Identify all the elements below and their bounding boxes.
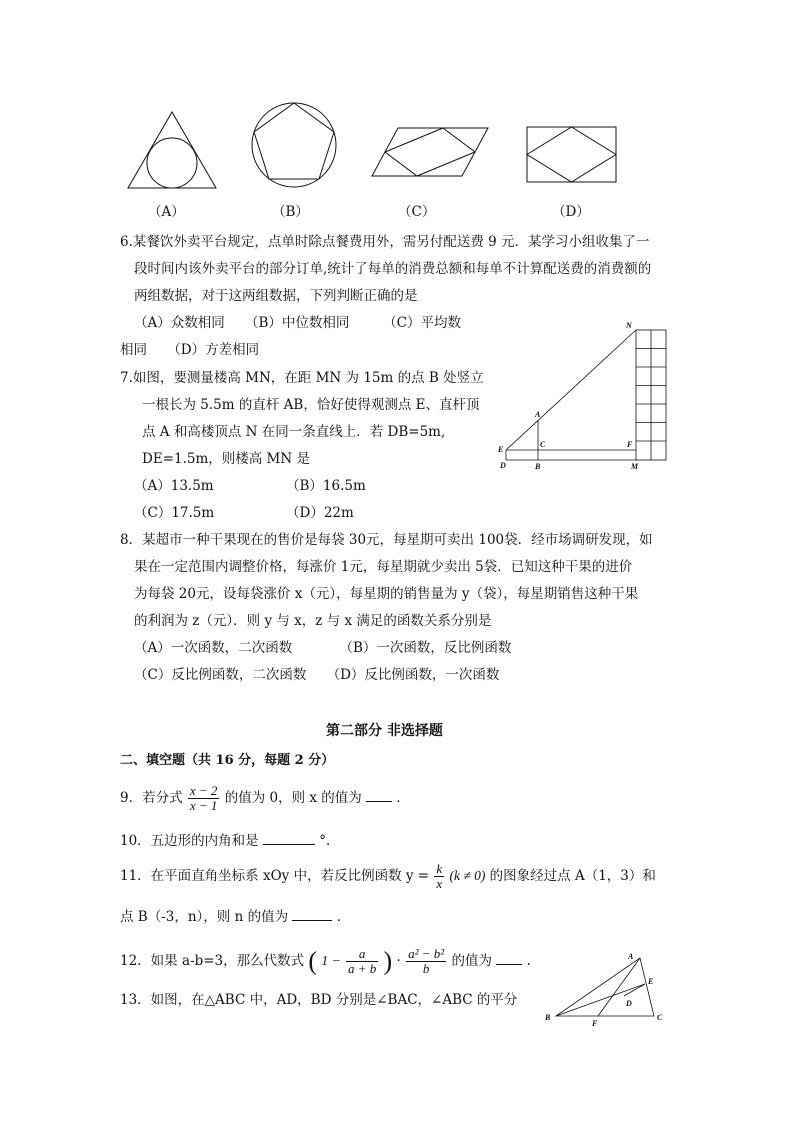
figure-label-a: （A） [148, 204, 185, 220]
figure-label-d: （D） [552, 204, 590, 220]
q7-fig-label-m: M [631, 462, 639, 471]
q7-option-b: （B）16.5m [286, 478, 366, 494]
q12-fraction-2 [406, 947, 446, 976]
q9-denominator: x − 1 [189, 798, 218, 813]
q13-fig-label-b: B [545, 1013, 551, 1022]
q7-fig-label-c: C [540, 440, 546, 449]
q7-option-d: （D）22m [286, 505, 354, 521]
q6-line-2: 段时间内该外卖平台的部分订单,统计了每单的消费总额和每单不计算配送费的消费额的 [134, 261, 652, 277]
figure-label-c: （C） [398, 204, 436, 220]
q8-line-2: 果在一定范围内调整价格，每涨价 1元，每星期就少卖出 5袋．已知这种干果的进价 [134, 559, 633, 575]
q11-suffix: 的图象经过点 A（1，3）和 [489, 868, 656, 884]
q11-numerator: k [436, 861, 443, 876]
q9-numerator: x − 2 [189, 783, 218, 798]
q10-prefix: 10．五边形的内角和是 [120, 833, 259, 849]
q11-condition: (k ≠ 0) [449, 868, 486, 883]
q12-left-paren: ( [308, 946, 318, 976]
section-fill-blank-heading: 二、填空题（共 16 分，每题 2 分） [120, 753, 335, 768]
q7-fig-label-b: B [535, 462, 541, 471]
q7-building-figure [494, 318, 676, 474]
q7-line-1: 7.如图，要测量楼高 MN，在距 MN 为 15m 的点 B 处竖立 [120, 370, 484, 386]
q8-line-3: 为每袋 20元，设每袋涨价 x（元），每星期的销售量为 y（袋），每星期销售这种干果 [134, 586, 639, 602]
q11-prefix: 11．在平面直角坐标系 xOy 中，若反比例函数 y = [120, 868, 430, 884]
q12-denominator-2: b [422, 961, 430, 976]
q8-options-line-2: （C）反比例函数，二次函数 （D）反比例函数，一次函数 [134, 667, 500, 683]
q12-dot: · [396, 953, 401, 969]
q7-line-4: DE=1.5m，则楼高 MN 是 [142, 451, 310, 467]
q12-numerator-1: a [346, 947, 378, 962]
q9-answer-blank[interactable] [366, 787, 392, 802]
q12-suffix: 的值为 [451, 953, 492, 969]
q6-line-3: 两组数据，对于这两组数据，下列判断正确的是 [134, 288, 418, 304]
figure-label-b: （B） [272, 204, 309, 220]
q7-fig-label-d: D [500, 461, 506, 470]
q7-option-c: （C）17.5m [134, 505, 215, 521]
q11-end: ． [336, 909, 351, 925]
q13-fig-label-c: C [657, 1013, 663, 1022]
q10-end: °． [319, 833, 340, 849]
q8-line-4: 的利润为 z（元）．则 y 与 x，z 与 x 满足的函数关系分别是 [134, 613, 492, 629]
q9-fraction [188, 784, 220, 813]
q12-end: . [526, 953, 531, 969]
q13-fig-label-d: D [626, 999, 632, 1008]
q9 [120, 784, 410, 813]
q11-answer-blank[interactable] [292, 906, 332, 921]
q9-end: ． [396, 790, 410, 806]
q11-fraction [434, 862, 444, 891]
figure-parallelogram-rhombus [370, 126, 492, 178]
q12-answer-blank[interactable] [496, 950, 522, 965]
q9-prefix: 9．若分式 [120, 790, 183, 806]
q12 [120, 947, 531, 976]
q11-line-2 [120, 906, 350, 927]
q12-one-minus: 1 − [321, 953, 341, 968]
q13-triangle-figure [540, 948, 670, 1026]
q11-denominator: x [436, 876, 443, 891]
q13-line-1: 13．如图，在△ABC 中，AD，BD 分别是∠BAC，∠ABC 的平分 [120, 992, 518, 1008]
q12-numerator-2: a² − b² [408, 946, 445, 961]
q13-fig-label-f: F [592, 1019, 598, 1026]
q10 [120, 830, 340, 851]
q13-fig-label-e: E [648, 977, 654, 986]
q6-line-1: 6.某餐饮外卖平台规定，点单时除点餐费用外，需另付配送费 9 元．某学习小组收集了一 [120, 234, 650, 250]
q7-fig-label-a: A [535, 410, 541, 419]
q7-fig-label-n: N [626, 321, 632, 330]
q11-line-2-text: 点 B（-3，n），则 n 的值为 [120, 909, 289, 925]
q7-line-3: 点 A 和高楼顶点 N 在同一条直线上．若 DB=5m, [142, 424, 446, 440]
q10-answer-blank[interactable] [263, 830, 315, 845]
q6-options-line-1: （A）众数相同 （B）中位数相同 （C）平均数 [134, 315, 461, 331]
q8-line-1: 8．某超市一种干果现在的售价是每袋 30元，每星期可卖出 100袋．经市场调研发现，如 [120, 532, 653, 548]
q12-fraction-1 [346, 947, 378, 976]
q12-prefix: 12．如果 a-b=3，那么代数式 [120, 953, 305, 969]
q12-right-paren: ) [383, 946, 393, 976]
figure-triangle-incircle [126, 110, 218, 192]
q13-fig-label-a: A [628, 952, 634, 961]
part2-title: 第二部分 非选择题 [326, 723, 443, 739]
figure-rectangle-rhombus [526, 126, 618, 184]
q7-line-2: 一根长为 5.5m 的直杆 AB，恰好使得观测点 E、直杆顶 [142, 397, 480, 413]
figure-circle-pentagon [249, 100, 339, 190]
q12-denominator-1: a + b [347, 961, 377, 976]
q11-line-1 [120, 862, 656, 891]
q7-fig-label-e: E [498, 445, 504, 454]
q9-suffix: 的值为 0，则 x 的值为 [224, 790, 362, 806]
q8-options-line-1: （A）一次函数，二次函数 （B）一次函数，反比例函数 [134, 640, 512, 656]
q6-options-line-2: 相同 （D）方差相同 [120, 342, 260, 358]
q7-fig-label-f: F [627, 440, 633, 449]
q7-option-a: （A）13.5m [134, 478, 214, 494]
